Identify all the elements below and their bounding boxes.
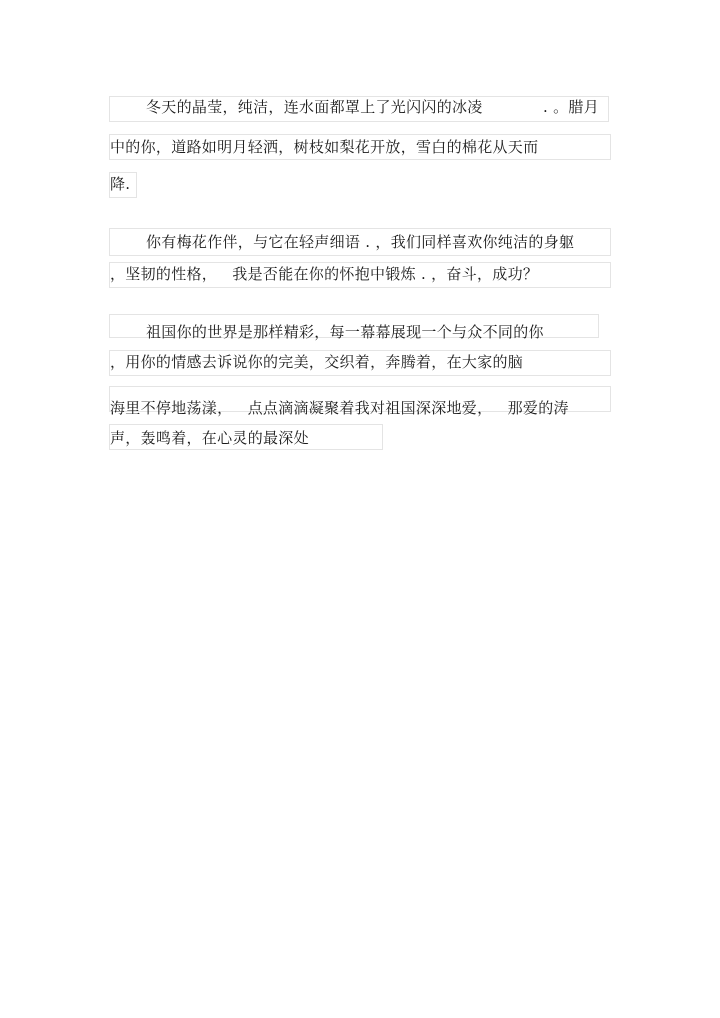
paragraph-3-line-2: ，用你的情感去诉说你的完美，交织着，奔腾着，在大家的脑 bbox=[110, 353, 524, 371]
paragraph-2-line-1: 你有梅花作伴，与它在轻声细语 . ，我们同样喜欢你纯洁的身躯 bbox=[146, 233, 575, 251]
paragraph-3-line-3: 海里不停地荡漾， 点点滴滴凝聚着我对祖国深深地爱， 那爱的涛 bbox=[110, 399, 569, 417]
paragraph-1-line-1: 冬天的晶莹，纯洁，连水面都罩上了光闪闪的冰凌 bbox=[146, 98, 483, 116]
paragraph-3-line-1: 祖国你的世界是那样精彩，每一幕幕展现一个与众不同的你 bbox=[146, 323, 544, 341]
paragraph-1-line-2: 中的你，道路如明月轻洒，树枝如梨花开放，雪白的棉花从天而 bbox=[110, 138, 539, 156]
paragraph-1-line-1-end: . 。腊月 bbox=[543, 98, 600, 116]
paragraph-3-line-4: 声，轰鸣着，在心灵的最深处 bbox=[110, 429, 309, 447]
paragraph-2-line-2: ，坚韧的性格， 我是否能在你的怀抱中锻炼 . ，奋斗，成功？ bbox=[110, 265, 539, 283]
paragraph-1-line-3: 降. bbox=[110, 175, 131, 193]
